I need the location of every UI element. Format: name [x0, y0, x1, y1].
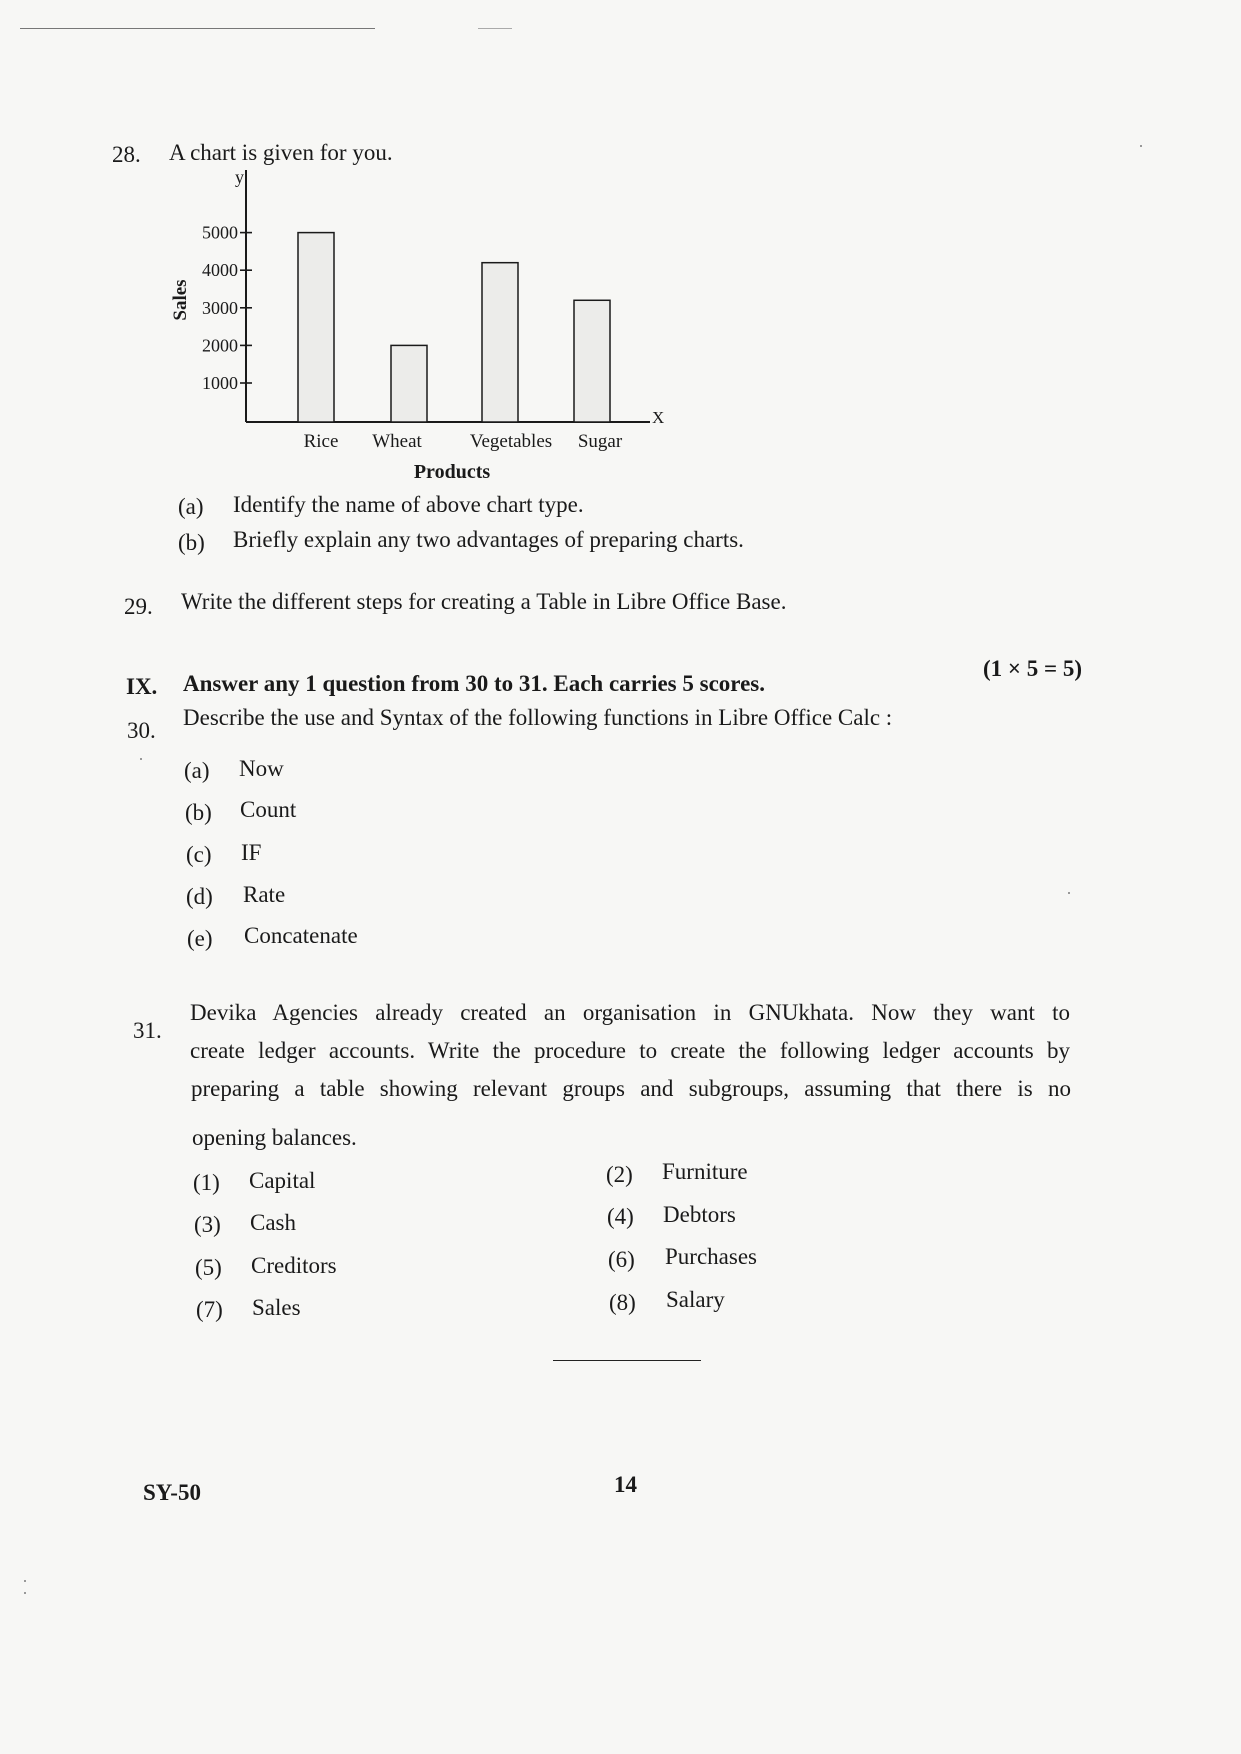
category-label: Vegetables	[469, 431, 553, 452]
y-axis-letter: y	[235, 167, 244, 187]
q31-item-text: Sales	[252, 1295, 301, 1320]
paper-code: SY-50	[143, 1480, 201, 1505]
q30-item-label: (b)	[185, 800, 212, 825]
q28b-label: (b)	[178, 530, 205, 555]
y-tick-label: 2000	[202, 335, 238, 356]
scan-speck	[24, 1592, 26, 1594]
bar-vegetables	[482, 263, 518, 422]
q31-item-text: Furniture	[662, 1159, 748, 1184]
q31-item-text: Creditors	[251, 1253, 337, 1278]
scan-speck	[1068, 892, 1070, 894]
q31-item-label: (2)	[606, 1162, 633, 1187]
section-number: IX.	[126, 674, 158, 699]
q30-item-text: Now	[239, 756, 284, 781]
q30-item-label: (d)	[186, 884, 213, 909]
bar-chart	[160, 160, 680, 495]
q28-number: 28.	[112, 142, 141, 167]
q28-text: A chart is given for you.	[169, 140, 393, 165]
bar-sugar	[574, 300, 610, 422]
q31-item-label: (1)	[193, 1170, 220, 1195]
q30-item-text: Concatenate	[244, 923, 358, 948]
q31-item-text: Debtors	[663, 1202, 736, 1227]
x-axis-label: Products	[413, 461, 491, 483]
x-axis-letter: X	[652, 408, 665, 427]
y-axis-label: Sales	[170, 279, 191, 321]
q31-line: Devika Agencies already created an organisation in GNUkhata. Now they want to	[190, 1000, 1070, 1025]
q31-item-label: (6)	[608, 1247, 635, 1272]
y-tick-label: 1000	[202, 373, 238, 393]
category-label: Wheat	[372, 431, 422, 452]
q30-item-text: Count	[240, 797, 297, 822]
q31-number: 31.	[133, 1018, 162, 1043]
bar-rice	[298, 233, 334, 422]
q31-line: preparing a table showing relevant groups and subgroups, assuming that there is no	[191, 1076, 1071, 1101]
top-rule-fragment	[478, 28, 512, 29]
category-label: Sugar	[577, 431, 623, 452]
q30-item-label: (a)	[184, 758, 210, 783]
q31-item-text: Salary	[666, 1287, 725, 1312]
page-number: 14	[614, 1472, 637, 1497]
q31-item-label: (3)	[194, 1212, 221, 1237]
scan-speck	[1140, 145, 1142, 147]
q31-item-text: Purchases	[665, 1244, 757, 1269]
q30-item-text: IF	[241, 840, 262, 865]
q30-item-label: (e)	[187, 926, 213, 951]
q31-item-label: (7)	[196, 1297, 223, 1322]
category-label: Rice	[303, 431, 339, 452]
section-marks: (1 × 5 = 5)	[983, 656, 1083, 681]
q30-item-text: Rate	[243, 882, 286, 907]
q28a-text: Identify the name of above chart type.	[233, 492, 584, 517]
q31-item-label: (5)	[195, 1255, 222, 1280]
top-rule	[20, 28, 375, 29]
scan-speck	[140, 758, 142, 760]
q31-line: create ledger accounts. Write the procedure to create the following ledger accounts by	[190, 1038, 1070, 1063]
q31-item-label: (8)	[609, 1290, 636, 1315]
q30-item-label: (c)	[186, 842, 212, 867]
q29-number: 29.	[124, 594, 153, 619]
q30-number: 30.	[127, 718, 156, 743]
q31-line: opening balances.	[192, 1125, 357, 1150]
section-heading: Answer any 1 question from 30 to 31. Each carries 5 scores.	[183, 671, 765, 696]
y-tick-label: 5000	[202, 222, 238, 243]
q28b-text: Briefly explain any two advantages of preparing charts.	[233, 527, 744, 552]
scan-speck	[24, 1580, 26, 1582]
q30-text: Describe the use and Syntax of the following functions in Libre Office Calc :	[183, 705, 893, 730]
q31-item-text: Capital	[249, 1168, 316, 1193]
end-rule	[553, 1360, 701, 1361]
y-tick-label: 3000	[202, 297, 238, 318]
q28a-label: (a)	[178, 494, 204, 519]
y-tick-label: 4000	[202, 260, 238, 281]
bar-wheat	[391, 345, 427, 422]
q31-item-text: Cash	[250, 1210, 296, 1235]
q29-text: Write the different steps for creating a Table in Libre Office Base.	[181, 589, 787, 614]
q31-item-label: (4)	[607, 1204, 634, 1229]
